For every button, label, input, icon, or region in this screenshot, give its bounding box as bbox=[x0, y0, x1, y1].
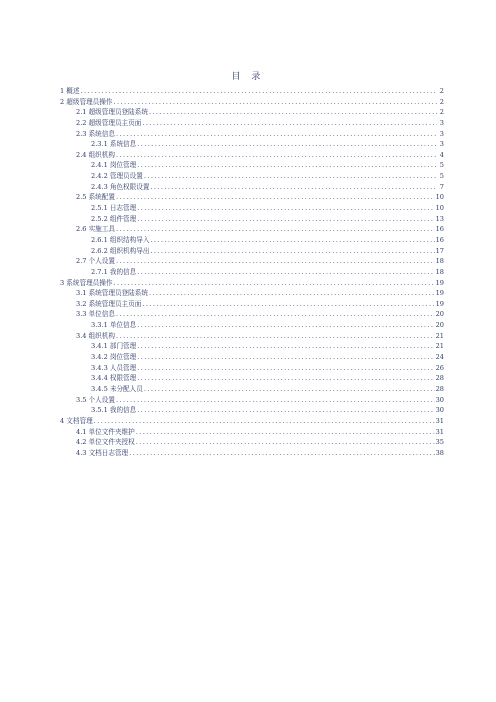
toc-entry-page: 3 bbox=[439, 118, 444, 127]
toc-entry-page: 7 bbox=[439, 182, 444, 191]
toc-entry-page: 16 bbox=[435, 235, 444, 244]
toc-entry-label: 2.3 系统信息 bbox=[76, 129, 115, 138]
toc-entry-page: 2 bbox=[439, 87, 444, 95]
toc-entry-page: 5 bbox=[439, 161, 444, 170]
toc-entry-label: 2.1 超级管理员登陆系统 bbox=[76, 108, 148, 117]
toc-entry[interactable] bbox=[60, 224, 444, 235]
toc-entry[interactable] bbox=[60, 309, 444, 320]
toc-entry-label: 2.2 超级管理员主页面 bbox=[76, 118, 142, 127]
dot-leader bbox=[137, 405, 434, 416]
toc-entry-label: 3.2 系统管理员主页面 bbox=[76, 299, 142, 308]
toc-entry-label: 3.1 系统管理员登陆系统 bbox=[76, 289, 148, 298]
toc-entry-label: 2.6.1 组织结构导入 bbox=[91, 235, 150, 244]
toc-entry-label: 2.4 组织机构 bbox=[76, 150, 115, 159]
toc-entry-label: 3.4 组织机构 bbox=[76, 331, 115, 340]
toc-entry-page: 18 bbox=[435, 267, 444, 276]
toc-entry[interactable] bbox=[60, 192, 444, 203]
toc-entry-page: 17 bbox=[435, 246, 444, 255]
toc-entry[interactable] bbox=[60, 97, 444, 108]
toc-entry-label: 3 系统管理员操作 bbox=[60, 278, 113, 287]
toc-entry-page: 24 bbox=[435, 353, 444, 362]
toc-entry[interactable] bbox=[60, 427, 444, 438]
toc-entry-label: 3.3 单位信息 bbox=[76, 310, 115, 319]
toc-entry-label: 2.4.2 管理员设置 bbox=[91, 172, 143, 181]
dot-leader bbox=[116, 192, 435, 203]
dot-leader bbox=[136, 427, 435, 438]
toc-entry-label: 3.5 个人设置 bbox=[76, 395, 115, 404]
dot-leader bbox=[116, 129, 437, 140]
toc-entry[interactable] bbox=[60, 395, 444, 406]
toc-entry[interactable] bbox=[60, 363, 444, 374]
dot-leader bbox=[144, 171, 437, 182]
dot-leader bbox=[137, 160, 437, 171]
toc-entry[interactable] bbox=[60, 86, 444, 97]
toc-entry-label: 3.4.4 权限管理 bbox=[91, 374, 137, 383]
toc-entry-label: 2.6 实施工具 bbox=[76, 225, 115, 234]
toc-entry[interactable] bbox=[60, 139, 444, 150]
toc-entry[interactable] bbox=[60, 448, 444, 459]
toc-entry-label: 2.5.2 组件管理 bbox=[91, 214, 137, 223]
toc-entry-page: 26 bbox=[435, 363, 444, 372]
toc-entry[interactable] bbox=[60, 182, 444, 193]
toc-entry[interactable] bbox=[60, 416, 444, 427]
toc-entry-label: 3.4.2 岗位管理 bbox=[91, 353, 137, 362]
dot-leader bbox=[137, 352, 434, 363]
toc-entry-label: 2.4.3 角色权限设置 bbox=[91, 182, 150, 191]
toc-entry-page: 31 bbox=[435, 427, 444, 436]
toc-entry-page: 21 bbox=[435, 342, 444, 351]
toc-entry-label: 3.4.3 人员管理 bbox=[91, 363, 137, 372]
toc-entry[interactable] bbox=[60, 150, 444, 161]
toc-entry-label: 1 概述 bbox=[60, 87, 80, 95]
toc-entry-page: 2 bbox=[439, 97, 444, 106]
toc-entry[interactable] bbox=[60, 299, 444, 310]
dot-leader bbox=[80, 86, 437, 97]
toc-entry-label: 4.1 单位文件夹维护 bbox=[76, 427, 135, 436]
toc-entry-label: 4.3 文档日志管理 bbox=[76, 448, 129, 457]
toc-entry[interactable] bbox=[60, 118, 444, 129]
toc-entry[interactable] bbox=[60, 256, 444, 267]
toc-entry[interactable] bbox=[60, 437, 444, 448]
dot-leader bbox=[116, 309, 435, 320]
toc-entry-page: 35 bbox=[435, 438, 444, 447]
toc-entry[interactable] bbox=[60, 331, 444, 342]
toc-entry[interactable] bbox=[60, 107, 444, 118]
toc-entry-page: 20 bbox=[435, 310, 444, 319]
toc-entry-page: 19 bbox=[435, 278, 444, 287]
dot-leader bbox=[136, 437, 435, 448]
toc-entry-page: 13 bbox=[435, 214, 444, 223]
dot-leader bbox=[137, 320, 434, 331]
toc-entry[interactable] bbox=[60, 373, 444, 384]
toc-entry-label: 4 文档管理 bbox=[60, 416, 93, 425]
dot-leader bbox=[142, 299, 434, 310]
toc-entry-page: 4 bbox=[439, 150, 444, 159]
toc-entry-page: 3 bbox=[439, 140, 444, 149]
dot-leader bbox=[129, 448, 434, 459]
page-title: 目 录 bbox=[231, 72, 265, 82]
toc-entry[interactable] bbox=[60, 171, 444, 182]
dot-leader bbox=[116, 256, 435, 267]
dot-leader bbox=[142, 118, 437, 129]
toc-entry-page: 30 bbox=[435, 406, 444, 415]
dot-leader bbox=[150, 235, 434, 246]
toc-entry[interactable] bbox=[60, 352, 444, 363]
toc-entry-label: 2.6.2 组织机构导出 bbox=[91, 246, 150, 255]
dot-leader bbox=[116, 224, 435, 235]
toc-entry-page: 21 bbox=[435, 331, 444, 340]
toc-entry-page: 19 bbox=[435, 289, 444, 298]
toc-entry-label: 2.7.1 我的信息 bbox=[91, 267, 137, 276]
toc-entry-page: 10 bbox=[435, 204, 444, 213]
toc-entry-label: 2.5 系统配置 bbox=[76, 193, 115, 202]
dot-leader bbox=[94, 416, 435, 427]
toc-entry-page: 38 bbox=[435, 448, 444, 457]
dot-leader bbox=[113, 97, 437, 108]
dot-leader bbox=[116, 331, 435, 342]
dot-leader bbox=[149, 288, 435, 299]
toc-entry-label: 2.4.1 岗位管理 bbox=[91, 161, 137, 170]
dot-leader bbox=[116, 150, 437, 161]
dot-leader bbox=[150, 182, 437, 193]
toc-entry[interactable] bbox=[60, 341, 444, 352]
table-of-contents bbox=[60, 86, 444, 458]
dot-leader bbox=[137, 267, 434, 278]
toc-entry-page: 2 bbox=[439, 108, 444, 117]
toc-entry[interactable] bbox=[60, 246, 444, 257]
toc-entry[interactable] bbox=[60, 160, 444, 171]
toc-entry[interactable] bbox=[60, 235, 444, 246]
toc-entry-label: 2.3.1 系统信息 bbox=[91, 140, 137, 149]
toc-entry-label: 2.5.1 日志管理 bbox=[91, 204, 137, 213]
dot-leader bbox=[137, 373, 434, 384]
toc-entry-page: 20 bbox=[435, 321, 444, 330]
toc-entry-page: 3 bbox=[439, 129, 444, 138]
toc-entry[interactable] bbox=[60, 129, 444, 140]
dot-leader bbox=[137, 203, 434, 214]
toc-entry-label: 2 超级管理员操作 bbox=[60, 97, 113, 106]
toc-entry-label: 3.4.1 部门管理 bbox=[91, 342, 137, 351]
toc-entry[interactable] bbox=[60, 203, 444, 214]
toc-entry-page: 5 bbox=[439, 172, 444, 181]
toc-entry[interactable] bbox=[60, 278, 444, 289]
dot-leader bbox=[137, 363, 434, 374]
dot-leader bbox=[137, 139, 437, 150]
dot-leader bbox=[149, 107, 437, 118]
toc-entry[interactable] bbox=[60, 267, 444, 278]
toc-entry[interactable] bbox=[60, 384, 444, 395]
toc-entry-page: 16 bbox=[435, 225, 444, 234]
toc-entry[interactable] bbox=[60, 405, 444, 416]
dot-leader bbox=[144, 384, 435, 395]
toc-entry-label: 4.2 单位文件夹授权 bbox=[76, 438, 135, 447]
dot-leader bbox=[137, 214, 434, 225]
toc-entry[interactable] bbox=[60, 214, 444, 225]
dot-leader bbox=[137, 341, 434, 352]
toc-entry[interactable] bbox=[60, 320, 444, 331]
toc-entry-page: 28 bbox=[435, 384, 444, 393]
toc-entry-page: 19 bbox=[435, 299, 444, 308]
dot-leader bbox=[116, 395, 435, 406]
toc-entry-page: 28 bbox=[435, 374, 444, 383]
toc-entry-page: 31 bbox=[435, 416, 444, 425]
dot-leader bbox=[113, 278, 434, 289]
toc-entry-label: 2.7 个人设置 bbox=[76, 257, 115, 266]
dot-leader bbox=[150, 246, 434, 257]
toc-entry-label: 3.4.5 未分配人员 bbox=[91, 384, 143, 393]
toc-entry-label: 3.3.1 单位信息 bbox=[91, 321, 137, 330]
toc-entry-page: 30 bbox=[435, 395, 444, 404]
toc-entry-label: 3.5.1 我的信息 bbox=[91, 406, 137, 415]
toc-entry-page: 18 bbox=[435, 257, 444, 266]
toc-entry-page: 10 bbox=[435, 193, 444, 202]
toc-entry[interactable] bbox=[60, 288, 444, 299]
